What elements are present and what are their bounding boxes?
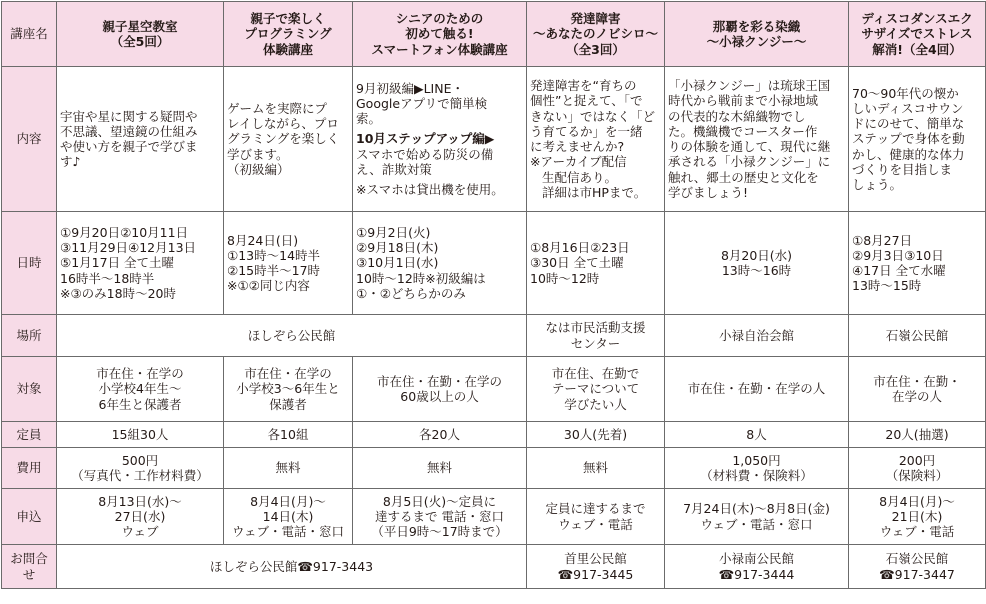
contact-cell-shared [57, 545, 527, 589]
fee-cell-5 [665, 448, 849, 489]
course-name-3 [353, 2, 527, 67]
text-line: 8月20日(水) [720, 247, 793, 263]
text-line: 無料 [426, 460, 452, 476]
capacity-cell-1: 15組30人 [57, 422, 224, 448]
text-line: ステップで身体を動 [852, 131, 965, 147]
text-line: 小禄南公民館 [718, 551, 794, 567]
text-line: 14日(木) [262, 508, 314, 524]
row-label-target: 対象 [2, 357, 57, 422]
schedule-cell-4 [527, 212, 665, 315]
text-line: ②9月18日(木) [356, 240, 439, 256]
text-line: 無料 [275, 460, 301, 476]
text-line: しょう。 [852, 177, 903, 193]
venue-cell-4 [527, 315, 665, 357]
text-line: 8月13日(水)～ [98, 493, 182, 509]
text-line: （平日9時～17時まで） [371, 524, 508, 540]
text-line: づくりを目指しま [852, 161, 953, 177]
text-line: （材料費・保険料） [700, 468, 813, 483]
text-line: しいディスコサウン [852, 100, 964, 116]
text-line: 発達障害 [570, 11, 621, 27]
course-name-4 [527, 2, 665, 67]
text-line: 体験講座 [262, 41, 313, 57]
text-line: ほしぞら公民館☎917-3443 [209, 558, 374, 574]
text-line: 那覇を彩る染織 [712, 18, 801, 34]
schedule-cell-5 [665, 212, 849, 315]
text-line: 親子星空教室 [102, 18, 178, 34]
text-line: プログラミング [244, 26, 332, 42]
text-line: た。機織機でコースター作 [668, 123, 818, 139]
schedule-row [2, 212, 986, 315]
text-line: 70～90年代の懐か [852, 85, 959, 101]
capacity-cell-2: 各10組 [224, 422, 353, 448]
text-line: ☎917-3444 [718, 566, 795, 582]
fee-cell-2 [224, 448, 353, 489]
text-line: 10時～12時※初級編は [356, 270, 486, 286]
row-label-application: 申込 [2, 489, 57, 545]
text-line: 詳細は市HPまで。 [542, 184, 647, 200]
fee-cell-6 [849, 448, 986, 489]
text-line: 市在住・在勤・在学の [376, 373, 502, 389]
text-line: 60歳以上の人 [400, 389, 479, 404]
contact-cell-4 [527, 545, 665, 589]
target-cell-4 [527, 357, 665, 422]
text-line: ④17日 全て水曜 [852, 263, 946, 278]
text-line: （初級編） [227, 161, 290, 177]
text-line: 発達障害を“育ちの [530, 78, 637, 93]
text-line: 9月初級編▶LINE・ [356, 80, 464, 96]
application-cell-5 [665, 489, 849, 545]
text-line: や使い方を親子で学びま [60, 139, 198, 154]
capacity-cell-5: 8人 [665, 422, 849, 448]
text-line: レイしながら、プロ [227, 116, 339, 132]
fee-cell-4 [527, 448, 665, 489]
text-line: なは市民活動支援 [545, 320, 646, 336]
text-line: 市在住・在勤・在学の人 [687, 381, 826, 397]
text-line: 16時半～18時半 [60, 270, 155, 286]
text-line: 8月5日(火)～定員に [382, 493, 497, 509]
text-line: ③11月29日④12月13日 [60, 240, 197, 256]
text-line: センター [570, 335, 621, 351]
row-label-capacity: 定員 [2, 422, 57, 448]
text-line: 1,050円 [732, 452, 781, 468]
text-line: う育てるか」を一緒 [530, 123, 643, 139]
text-line: ②15時半～17時 [227, 263, 321, 278]
course-name-5 [665, 2, 849, 67]
schedule-cell-3 [353, 212, 527, 315]
text-line: かし、健康的な体力 [852, 146, 965, 162]
content-cell-6 [849, 67, 986, 212]
text-line: 定員に達するまで [545, 501, 646, 517]
application-row [2, 489, 986, 545]
text-line: 8月4日(月)～ [879, 493, 955, 509]
text-line: ①13時～14時半 [227, 247, 321, 263]
text-line: テーマについて [551, 381, 640, 397]
text-line: ③10月1日(水) [356, 255, 439, 271]
text-line: ウェブ・電話・窓口 [700, 516, 813, 532]
text-line: シニアのための [395, 11, 484, 27]
text-line: 宇宙や星に関する疑問や [60, 108, 198, 124]
text-line: ウェブ・電話 [879, 524, 955, 540]
text-line: 10月ステップアップ編▶ [356, 131, 495, 147]
text-line: ※アーカイブ配信 [530, 154, 627, 170]
text-line: 小学校3～6年生と [236, 381, 340, 397]
row-label-content: 内容 [2, 67, 57, 212]
application-cell-4 [527, 489, 665, 545]
text-line: 「小禄クンジー」は琉球王国 [668, 78, 831, 93]
content-cell-2 [224, 67, 353, 212]
target-cell-6 [849, 357, 986, 422]
content-row [2, 67, 986, 212]
text-line: ディスコダンスエク [861, 11, 973, 27]
venue-cell-6 [849, 315, 986, 357]
text-line: ※①②同じ内容 [227, 278, 310, 294]
course-name-6 [849, 2, 986, 67]
text-line: 21日(木) [891, 508, 943, 524]
venue-cell-5 [665, 315, 849, 357]
text-line: 不思議、望遠鏡の仕組み [60, 123, 198, 139]
text-line: ～小禄クンジー～ [706, 34, 807, 49]
application-cell-3 [353, 489, 527, 545]
text-line: グラミングを楽しく [227, 131, 340, 147]
text-line: スマホで始める防災の備 [356, 146, 494, 162]
target-cell-5 [665, 357, 849, 422]
text-line: （保険料） [885, 468, 949, 483]
text-line: 8月4日(月)～ [250, 493, 326, 509]
target-cell-3 [353, 357, 527, 422]
text-line: ①9月2日(火) [356, 224, 431, 240]
text-line: （全3回） [566, 41, 625, 57]
text-line: 解消!（全4回） [872, 41, 962, 57]
text-line: 石嶺公民館 [885, 551, 949, 567]
text-line: の代表的な木綿織物でし [668, 108, 806, 124]
target-row [2, 357, 986, 422]
contact-row [2, 545, 986, 589]
text-line: ⑤1月17日 全て土曜 [60, 255, 175, 271]
text-line: ☎917-3445 [557, 566, 634, 582]
text-line: ※スマホは貸出機を使用。 [356, 182, 504, 198]
fee-row [2, 448, 986, 489]
fee-cell-1 [57, 448, 224, 489]
text-line: 6年生と保護者 [98, 396, 182, 412]
text-line: ウェブ・電話・窓口 [231, 524, 344, 540]
text-line: 27日(水) [114, 508, 166, 524]
content-cell-4 [527, 67, 665, 212]
text-line: （全5回） [110, 34, 170, 49]
application-cell-1 [57, 489, 224, 545]
text-line: （写真代・工作材料費） [71, 468, 209, 483]
text-line: に考えませんか? [530, 139, 625, 154]
text-line: 保護者 [269, 396, 307, 412]
text-line: 13時～16時 [721, 263, 792, 278]
text-line: 首里公民館 [564, 551, 627, 567]
text-line: 学びたい人 [564, 396, 627, 412]
capacity-row [2, 422, 986, 448]
text-line: 学びましょう! [668, 184, 749, 200]
text-line: 生配信あり。 [542, 169, 618, 185]
schedule-cell-6 [849, 212, 986, 315]
target-cell-2 [224, 357, 353, 422]
row-label-contact: お問合せ [2, 545, 57, 589]
header-row [2, 2, 986, 67]
content-cell-1 [57, 67, 224, 212]
text-line: 触れ、郷土の歴史と文化を [668, 169, 819, 185]
text-line: ※③のみ18時～20時 [60, 285, 176, 301]
text-line: 初めて触る! [405, 26, 474, 42]
text-line: ①・②どちらかのみ [356, 285, 466, 301]
content-cell-5 [665, 67, 849, 212]
application-cell-6 [849, 489, 986, 545]
text-line: 500円 [121, 452, 159, 468]
contact-cell-6 [849, 545, 986, 589]
text-line: す♪ [60, 154, 81, 170]
text-line: Googleアプリで簡単検 [356, 95, 488, 111]
text-line: ☎917-3447 [879, 566, 955, 582]
course-name-2 [224, 2, 353, 67]
schedule-cell-2 [224, 212, 353, 315]
text-line: ①9月20日②10月11日 [60, 224, 189, 240]
text-line: え、詐欺対策 [356, 161, 432, 177]
venue-row [2, 315, 986, 357]
text-line: 無料 [582, 460, 608, 476]
text-line: ～あなたのノビシロ～ [532, 26, 658, 42]
text-line: 小学校4年生～ [98, 381, 182, 397]
text-line: 市在住、在勤で [551, 366, 640, 382]
text-line: ほしぞら公民館 [247, 327, 336, 343]
row-label-course-name: 講座名 [2, 2, 57, 67]
text-line: 親子で楽しく [250, 11, 326, 27]
text-line: 市在住・在学の [244, 366, 332, 382]
text-line: ウェブ [121, 524, 159, 540]
row-label-fee: 費用 [2, 448, 57, 489]
text-line: ①8月16日②23日 [530, 240, 630, 256]
text-line: 在学の人 [891, 389, 942, 404]
schedule-cell-1 [57, 212, 224, 315]
text-line: ①8月27日 [852, 232, 913, 248]
course-table [1, 1, 986, 589]
capacity-cell-6: 20人(抽選) [849, 422, 986, 448]
text-line: 市在住・在勤・ [873, 373, 961, 389]
text-line: きない」ではなく「ど [530, 108, 656, 124]
text-line: 小禄自治会館 [718, 327, 794, 343]
target-cell-1 [57, 357, 224, 422]
application-cell-2 [224, 489, 353, 545]
text-line: 石嶺公民館 [885, 327, 949, 343]
text-line: スマートフォン体験講座 [371, 41, 508, 57]
row-label-schedule: 日時 [2, 212, 57, 315]
text-line: ウェブ・電話 [558, 516, 633, 532]
course-name-1 [57, 2, 224, 67]
row-label-venue: 場所 [2, 315, 57, 357]
text-line: ③30日 全て土曜 [530, 255, 624, 271]
text-line: 7月24日(木)～8月8日(金) [683, 501, 830, 517]
text-line: 時代から戦前まで小禄地域 [668, 93, 819, 109]
text-line: 市在住・在学の [96, 366, 184, 382]
venue-cell-shared [57, 315, 527, 357]
fee-cell-3 [353, 448, 527, 489]
text-line: 承される「小禄クンジー」に [668, 154, 831, 170]
text-line: ゲームを実際にプ [227, 100, 328, 116]
text-line: 8月24日(日) [227, 232, 299, 248]
text-line: サザイズでストレス [861, 26, 973, 42]
text-line: 10時～12時 [530, 270, 600, 286]
text-line: 200円 [898, 452, 936, 468]
capacity-cell-4: 30人(先着) [527, 422, 665, 448]
text-line: ②9月3日③10日 [852, 247, 944, 263]
text-line: りの体験を通して、現代に継 [668, 139, 831, 154]
text-line: 学びます。 [227, 146, 289, 162]
content-cell-3 [353, 67, 527, 212]
contact-cell-5 [665, 545, 849, 589]
text-line: 索。 [356, 111, 382, 127]
text-line: 達するまで 電話・窓口 [375, 508, 504, 524]
text-line: 個性”と捉えて、「で [530, 93, 643, 109]
text-line: ドにのせて、簡単な [852, 116, 965, 132]
text-line: 13時～15時 [852, 278, 922, 294]
capacity-cell-3: 各20人 [353, 422, 527, 448]
